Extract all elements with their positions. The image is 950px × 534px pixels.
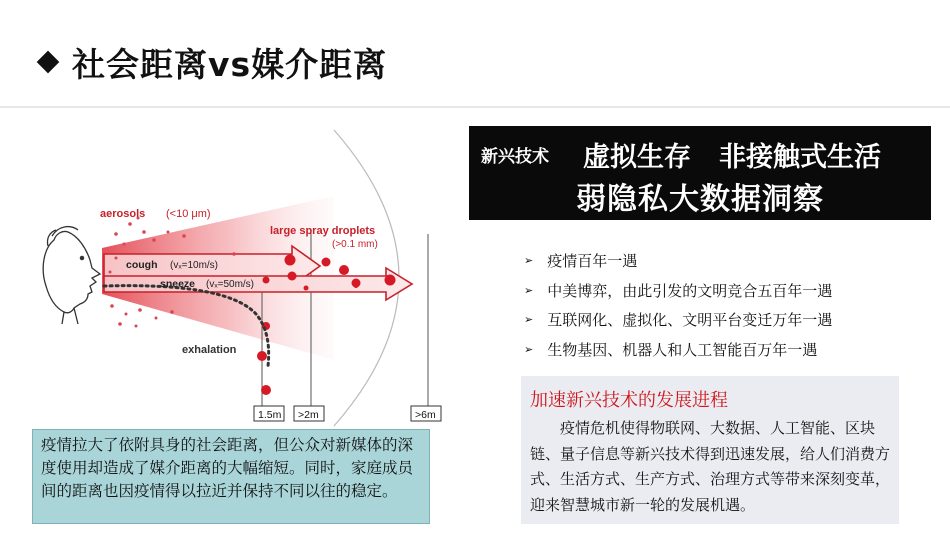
banner-big-data-line: 弱隐私大数据洞察 [576, 182, 824, 217]
banner-contactless-life: 非接触式生活 [719, 141, 881, 173]
cough-label: cough [126, 259, 158, 271]
sneeze-speed-label: (vₓ=50m/s) [206, 279, 255, 290]
distance-label: >2m [298, 409, 319, 421]
aerosols-label: aerosols [100, 208, 146, 220]
arrow-bullet-icon: ➢ [524, 313, 534, 327]
list-item-text: 疫情百年一遇 [547, 252, 638, 271]
face-outline-icon [43, 227, 100, 324]
list-item [524, 246, 832, 276]
list-item-text: 中美博弈，由此引发的文明竞合五百年一遇 [547, 281, 833, 300]
caption-box: 疫情拉大了依附具身的社会距离，但公众对新媒体的深度使用却造成了媒介距离的大幅缩短。同时，家庭成员间的距离也因疫情得以拉近并保持不同以往的稳定。 [32, 429, 430, 524]
page-title: 社会距离vs媒介距离 [72, 44, 388, 84]
banner-small-label: 新兴技术 [481, 146, 549, 167]
aerosols-size-label: (<10 μm) [166, 208, 211, 220]
diamond-bullet-icon [37, 51, 60, 74]
sneeze-label: sneeze [160, 278, 196, 290]
spray-size-label: (>0.1 mm) [332, 239, 378, 250]
arrow-bullet-icon: ➢ [524, 283, 534, 297]
slide-title [40, 32, 387, 92]
exhalation-label: exhalation [182, 344, 237, 356]
cough-speed-label: (vₓ=10m/s) [170, 260, 219, 271]
list-item-text: 互联网化、虚拟化、文明平台变迁万年一遇 [547, 311, 833, 330]
header-divider [0, 106, 950, 108]
spray-label: large spray droplets [270, 225, 376, 237]
distance-label: 1.5m [258, 409, 282, 421]
distance-label: >6m [415, 409, 436, 421]
droplet-distance-figure [34, 128, 454, 428]
arrow-bullet-icon: ➢ [524, 342, 534, 356]
bullet-list [524, 246, 832, 364]
distance-marker-1-5m [254, 406, 284, 421]
info-panel [521, 376, 899, 524]
list-item [524, 305, 832, 335]
arrow-bullet-icon: ➢ [524, 254, 534, 268]
distance-marker-6m [411, 406, 441, 421]
droplet-diagram [34, 128, 454, 428]
list-item [524, 276, 832, 306]
technology-banner [469, 126, 931, 220]
list-item [524, 335, 832, 365]
info-heading: 加速新兴技术的发展进程 [530, 390, 728, 411]
distance-marker-2m [294, 406, 324, 421]
banner-virtual-survival: 虚拟生存 [583, 141, 691, 173]
list-item-text: 生物基因、机器人和人工智能百万年一遇 [547, 340, 818, 359]
info-body: 疫情危机使得物联网、大数据、人工智能、区块链、量子信息等新兴技术得到迅速发展，给人们消费方式、生活方式、生产方式、治理方式等带来深刻变革，迎来智慧城市新一轮的发展机遇。 [530, 419, 891, 514]
